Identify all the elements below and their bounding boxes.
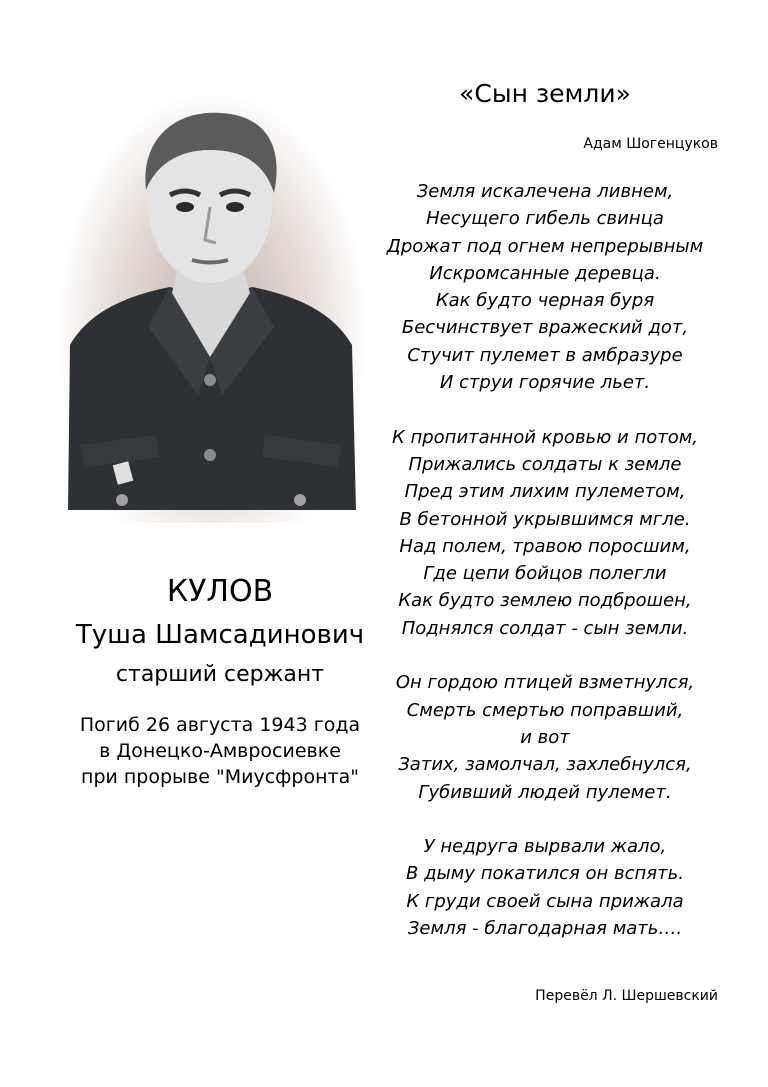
poem-line: В бетонной укрывшимся мгле. bbox=[399, 508, 691, 530]
poem-line: К пропитанной кровью и потом, bbox=[391, 426, 699, 448]
poem-line: Как будто землею подброшен, bbox=[398, 590, 692, 612]
poem-line: Он гордою птицей взметнулся, bbox=[395, 672, 695, 694]
stanza-gap bbox=[370, 806, 720, 833]
stanza-gap bbox=[370, 396, 720, 423]
poem-line: Где цепи бойцов полегли bbox=[423, 563, 667, 585]
poem-line: Затих, замолчал, захлебнулся, bbox=[398, 754, 692, 776]
portrait-photo bbox=[60, 95, 364, 523]
poem-line: У недруга вырвали жало, bbox=[423, 836, 667, 858]
poem-line: Земля - благодарная мать…. bbox=[407, 918, 683, 940]
poem-line: Дрожат под огнем непрерывным bbox=[386, 235, 704, 257]
poem-author: Адам Шогенцуков bbox=[583, 136, 718, 152]
soldier-surname: КУЛОВ bbox=[166, 574, 274, 609]
poem-line: Искромсанные деревца. bbox=[429, 262, 661, 284]
poem-translator: Перевёл Л. Шершевский bbox=[535, 988, 718, 1004]
poem-line: И струи горячие льет. bbox=[439, 372, 651, 394]
death-line: Погиб 26 августа 1943 года bbox=[79, 714, 361, 736]
death-line: в Донецко-Амвросиевке bbox=[99, 740, 341, 762]
poem-line: Над полем, травою поросшим, bbox=[399, 535, 691, 557]
death-line: при прорыве "Миусфронта" bbox=[81, 766, 359, 788]
soldier-name: Туша Шамсадинович bbox=[75, 620, 365, 650]
poem-text bbox=[370, 178, 720, 942]
death-info bbox=[40, 712, 400, 790]
poem-line: Земля искалечена ливнем, bbox=[416, 181, 674, 202]
poem-line: Прижались солдаты к земле bbox=[408, 453, 682, 475]
poem-line: Пред этим лихим пулеметом, bbox=[404, 481, 686, 503]
stanza-gap bbox=[370, 642, 720, 669]
poem-line: и вот bbox=[520, 726, 570, 748]
soldier-portrait bbox=[60, 95, 364, 523]
poem-line: Несущего гибель свинца bbox=[426, 208, 664, 230]
soldier-rank: старший сержант bbox=[115, 662, 325, 687]
poem-line: Как будто черная буря bbox=[435, 290, 655, 312]
poem-line: В дыму покатился он вспять. bbox=[406, 863, 684, 885]
poem-line: Смерть смертью поправший, bbox=[406, 699, 684, 721]
poem-line: Стучит пулемет в амбразуре bbox=[407, 344, 683, 366]
poem-line: Поднялся солдат - сын земли. bbox=[401, 617, 689, 639]
poem-line: Губивший людей пулемет. bbox=[418, 781, 672, 803]
poem-line: Бесчинствует вражеский дот, bbox=[401, 317, 689, 339]
poem-title: «Сын земли» bbox=[459, 79, 631, 108]
poem-line: К груди своей сына прижала bbox=[406, 890, 684, 912]
